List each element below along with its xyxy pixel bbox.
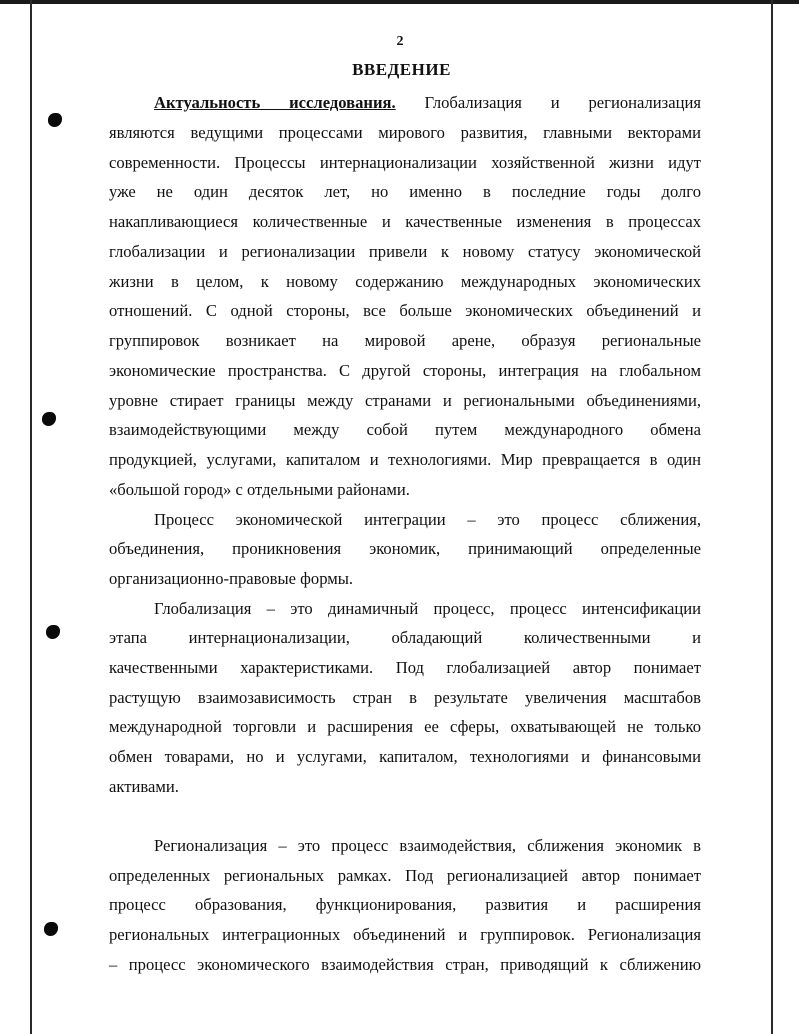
text-line: этапа интернационализации, обладающий количественными и (109, 628, 701, 647)
text-line: объединения, проникновения экономик, принимающий определенные (109, 539, 701, 558)
text-line: Глобализация – это динамичный процесс, процесс интенсификации (154, 599, 701, 618)
text-line: глобализации и регионализации привели к новому статусу экономической (109, 242, 701, 261)
text-line: продукцией, услугами, капиталом и технологиями. Мир превращается в один (109, 450, 701, 469)
text-line: уровне стирает границы между странами и региональными объединениями, (109, 391, 701, 410)
text-line: Актуальность исследования. Глобализация и регионализация (154, 93, 701, 112)
text-line: «большой город» с отдельными районами. (109, 480, 410, 499)
text-line: организационно-правовые формы. (109, 569, 354, 588)
text-line: накапливающиеся количественные и качественные изменения в процессах (109, 212, 701, 231)
text-line: современности. Процессы интернационализации хозяйственной жизни идут (109, 153, 701, 172)
punch-hole-mark (42, 412, 56, 426)
text-line: международной торговли и расширения ее сферы, охватывающей не только (109, 717, 701, 736)
scan-border-top (0, 0, 799, 4)
text-line: взаимодействующими между собой путем международного обмена (109, 420, 701, 439)
text-line: жизни в целом, к новому содержанию международных экономических (109, 272, 701, 291)
scan-border-right (771, 0, 773, 1034)
punch-hole-mark (48, 113, 62, 127)
punch-hole-mark (46, 625, 60, 639)
text-line: процесс образования, функционирования, развития и расширения (109, 895, 701, 914)
text-line: экономические пространства. С другой стороны, интеграция на глобальном (109, 361, 701, 380)
text-line: активами. (109, 777, 179, 796)
page-title: ВВЕДЕНИЕ (352, 60, 451, 79)
page-number: 2 (396, 34, 404, 49)
scan-border-left (30, 0, 32, 1034)
text-line: региональных интеграционных объединений и группировок. Регионализация (109, 925, 701, 944)
text-line: являются ведущими процессами мирового развития, главными векторами (109, 123, 701, 142)
text-line: Регионализация – это процесс взаимодействия, сближения экономик в (154, 836, 701, 855)
text-line: определенных региональных рамках. Под регионализацией автор понимает (109, 866, 701, 885)
section-heading-inline: Актуальность исследования. (154, 93, 396, 112)
text-line: Процесс экономической интеграции – это процесс сближения, (154, 510, 701, 529)
text-line: растущую взаимозависимость стран в результате увеличения масштабов (109, 688, 701, 707)
text-line: уже не один десяток лет, но именно в последние годы долго (109, 182, 701, 201)
text-line: группировок возникает на мировой арене, образуя региональные (109, 331, 701, 350)
punch-hole-mark (44, 922, 58, 936)
text-line: – процесс экономического взаимодействия стран, приводящий к сближению (109, 955, 701, 974)
text-line: отношений. С одной стороны, все больше экономических объединений и (109, 301, 701, 320)
text-line: обмен товарами, но и услугами, капиталом, технологиями и финансовыми (109, 747, 701, 766)
text-line: качественными характеристиками. Под глобализацией автор понимает (109, 658, 701, 677)
